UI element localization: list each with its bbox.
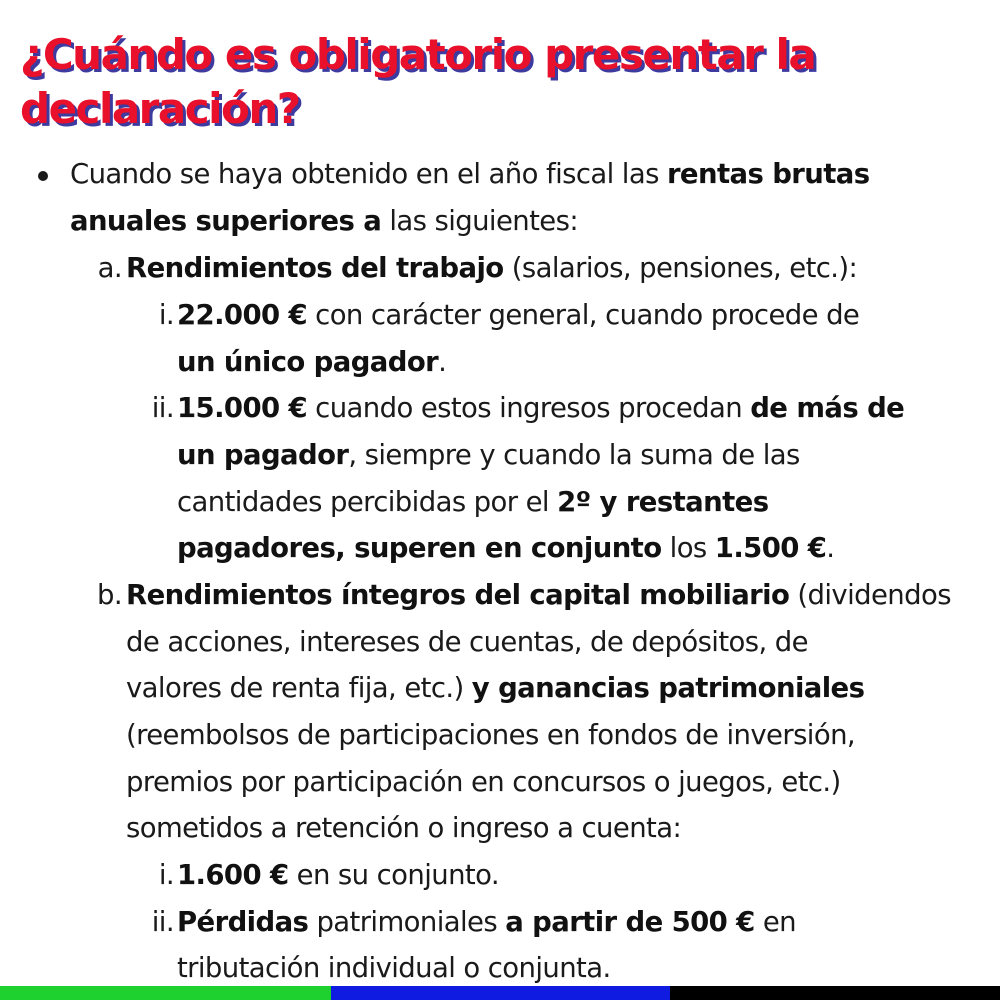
item-a-ii-line-2: un pagador, siempre y cuando la suma de las bbox=[177, 439, 800, 471]
intro-line-2: anuales superiores a las siguientes: bbox=[70, 205, 579, 237]
item-b-ii-line-1: Pérdidas patrimoniales a partir de 500 € en bbox=[177, 906, 797, 938]
item-a-i-line-2: un único pagador. bbox=[177, 346, 447, 378]
item-b-line-5: premios por participación en concursos o juegos, etc.) bbox=[126, 766, 841, 798]
item-a-line-1: Rendimientos del trabajo (salarios, pensiones, etc.): bbox=[126, 252, 858, 284]
item-b-line-6: sometidos a retención o ingreso a cuenta: bbox=[126, 812, 682, 844]
item-b-ii-line-2: tributación individual o conjunta. bbox=[177, 952, 611, 984]
marker-a-ii: ii. bbox=[151, 392, 174, 424]
marker-b-i: i. bbox=[158, 859, 174, 891]
bullet-icon bbox=[38, 171, 48, 181]
item-a-ii-line-1: 15.000 € cuando estos ingresos procedan de más de bbox=[177, 392, 905, 424]
item-b-line-4: (reembolsos de participaciones en fondos de inversión, bbox=[126, 719, 856, 751]
footer-bar-green bbox=[0, 986, 331, 1000]
marker-b: b. bbox=[97, 579, 122, 611]
item-b-i-line-1: 1.600 € en su conjunto. bbox=[177, 859, 499, 891]
item-a-ii-line-3: cantidades percibidas por el 2º y restantes bbox=[177, 486, 769, 518]
marker-a: a. bbox=[97, 252, 122, 284]
item-a-i-line-1: 22.000 € con carácter general, cuando procede de bbox=[177, 299, 860, 331]
item-b-line-3: valores de renta fija, etc.) y ganancias patrimoniales bbox=[126, 672, 865, 704]
footer-bar-black bbox=[670, 986, 1000, 1000]
item-b-line-2: de acciones, intereses de cuentas, de depósitos, de bbox=[126, 626, 808, 658]
page-title: ¿Cuándo es obligatorio presentar la declaración? bbox=[20, 30, 816, 133]
intro-line-1: Cuando se haya obtenido en el año fiscal las rentas brutas bbox=[70, 158, 870, 190]
marker-a-i: i. bbox=[158, 299, 174, 331]
footer-bar-blue bbox=[331, 986, 670, 1000]
item-a-ii-line-4: pagadores, superen en conjunto los 1.500 €. bbox=[177, 532, 835, 564]
marker-b-ii: ii. bbox=[151, 906, 174, 938]
item-b-line-1: Rendimientos íntegros del capital mobiliario (dividendos bbox=[126, 579, 951, 611]
